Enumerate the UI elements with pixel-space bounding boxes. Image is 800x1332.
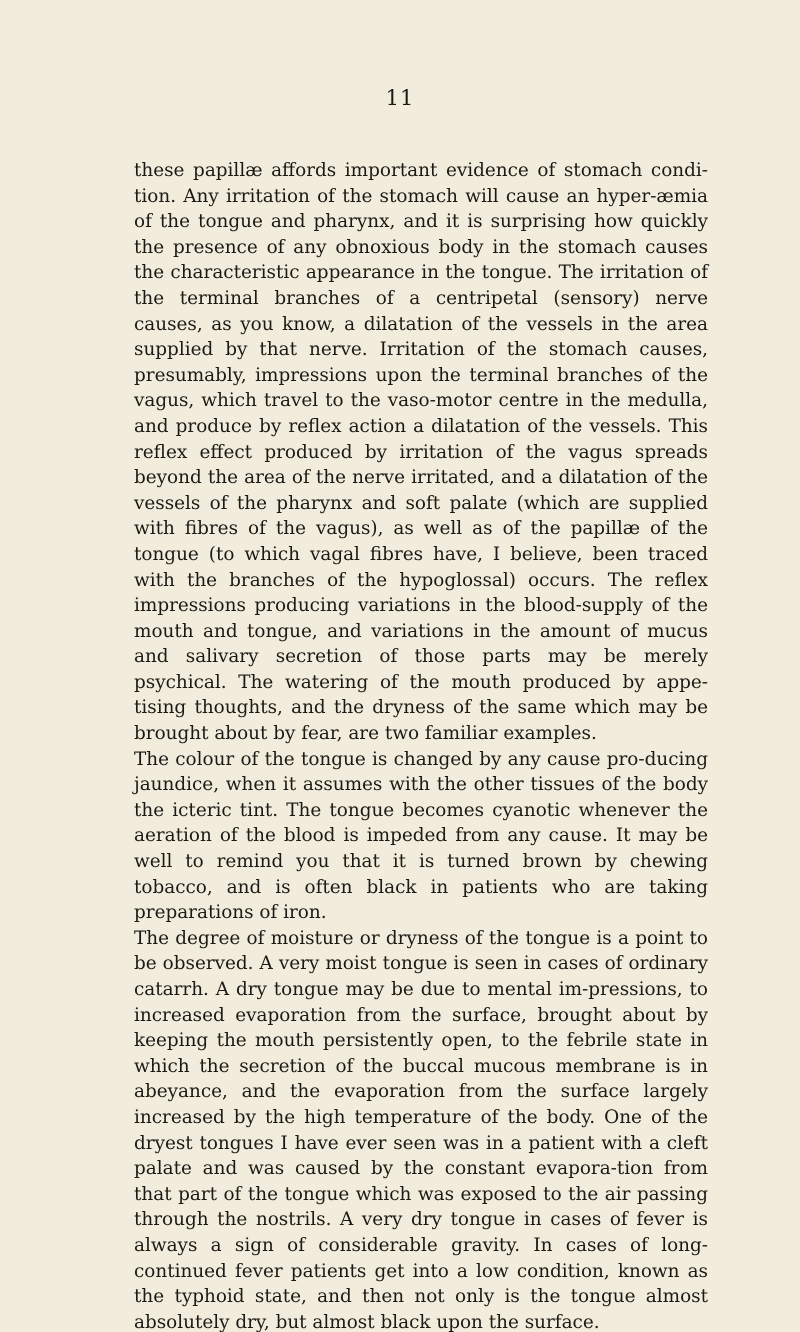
paragraph-1: these papillæ affords important evidence of stomach condi-tion. Any irritation of the stomach will cause an hyper-æmia of the tongue and pharynx, and it is surprising how quickly the presence of any obnoxious body in the stomach causes the characteristic appearance in the tongue. The irritation of the terminal branches of a centripetal (sensory) nerve causes, as you know, a dilatation of the vessels in the area supplied by that nerve. Irritation of the stomach causes, presumably, impressions upon the terminal branches of the vagus, which travel to the vaso-motor centre in the medulla, and produce by reflex action a dilatation of the vessels. This reflex effect produced by irritation of the vagus spreads beyond the area of the nerve irritated, and a dilatation of the vessels of the pharynx and soft palate (which are supplied with fibres of the vagus), as well as of the papillæ of the tongue (to which vagal fibres have, I believe, been traced with the branches of the hypoglossal) occurs. The reflex impressions producing variations in the blood-supply of the mouth and tongue, and variations in the amount of mucus and salivary secretion of those parts may be merely psychical. The watering of the mouth produced by appe-tising thoughts, and the dryness of the same which may be brought about by fear, are two familiar examples. (134, 160, 708, 745)
page-number: 11 (385, 86, 415, 110)
body-text (134, 158, 708, 1332)
paragraph-2: The colour of the tongue is changed by any cause pro-ducing jaundice, when it assumes with the other tissues of the body the icteric tint. The tongue becomes cyanotic whenever the aeration of the blood is impeded from any cause. It may be well to remind you that it is turned brown by chewing tobacco, and is often black in patients who are taking preparations of iron. (134, 748, 708, 924)
paragraph-3: The degree of moisture or dryness of the tongue is a point to be observed. A very moist tongue is seen in cases of ordinary catarrh. A dry tongue may be due to mental im-pressions, to increased evaporation from the surface, brought about by keeping the mouth persistently open, to the febrile state in which the secretion of the buccal mucous membrane is in abeyance, and the evaporation from the surface largely increased by the high temperature of the body. One of the dryest tongues I have ever seen was in a patient with a cleft palate and was caused by the constant evapora-tion from that part of the tongue which was exposed to the air passing through the nostrils. A very dry tongue in cases of fever is always a sign of considerable gravity. In cases of long-continued fever patients get into a low condition, known as the typhoid state, and then not only is the tongue almost absolutely dry, but almost black upon the surface. (134, 927, 708, 1332)
